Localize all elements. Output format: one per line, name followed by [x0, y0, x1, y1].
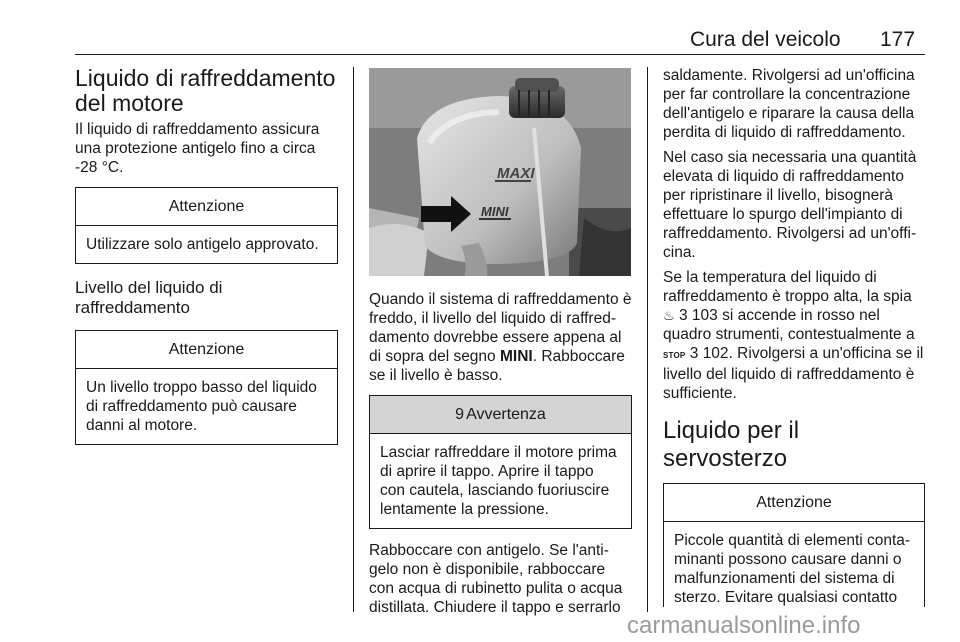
coolant-reservoir-photo — [369, 68, 631, 276]
middle-column — [369, 290, 632, 623]
notice-box-antifreeze — [75, 187, 338, 264]
notice-box-title: Attenzione — [76, 188, 337, 226]
notice-box-title: Attenzione — [664, 484, 924, 522]
stop-icon: STOP — [663, 351, 686, 360]
notice-box-text: Un livello troppo basso del liquido di raffreddamento può causare danni al motore. — [86, 379, 317, 434]
warning-box-text: Lasciar raffreddare il motore prima di aprire il tappo. Aprire il tappo con cautela, lasciando fuoriuscire lentamente la pressione. — [380, 444, 617, 518]
page-ref-arrow-icon: 3 — [678, 307, 688, 324]
bleeding-text: Nel caso sia necessaria una quantità elevata di liquido di raffreddamento per ripristinare il livello, bisognerà effettuare lo spurgo dell'impianto di raffreddamento. Rivolgersi ad un'offi-cina. — [663, 149, 917, 261]
page-number: 177 — [880, 28, 916, 51]
temperature-warning-text: Se la temperatura del liquido di raffreddamento è troppo alta, la spia ♨ 3 103 si accende in rosso nel quadro strumenti, contestualmente a STOP 3 102. Rivolgersi a un'officina se il livello del liquido di raffreddamento è sufficiente. — [663, 269, 924, 402]
header-title: Cura del veicolo — [690, 28, 841, 51]
warning-triangle-icon: 9 — [455, 406, 465, 423]
notice-box-text: Piccole quantità di elementi conta-minanti possono causare danni o malfunzionamenti del sistema di sterzo. Evitare qualsiasi contatto — [674, 532, 911, 606]
notice-box-low-level — [75, 330, 338, 445]
subsection-title-coolant-level: Livello del liquido di raffreddamento — [75, 278, 223, 317]
watermark: carmanualsonline.info — [627, 612, 861, 639]
column-divider-right — [647, 67, 648, 612]
header-rule — [75, 54, 925, 55]
min-mark-label: MINI — [481, 204, 509, 219]
notice-box-text: Utilizzare solo antigelo approvato. — [86, 236, 319, 253]
page-ref-link[interactable]: 102 — [702, 345, 729, 362]
section-title-power-steering: Liquido per il servosterzo — [663, 417, 800, 472]
warning-box-title: 9 Avvertenza — [370, 396, 631, 434]
section-title-coolant: Liquido di raffreddamento del motore — [75, 65, 336, 116]
notice-box-contaminants — [663, 483, 925, 607]
tighten-cap-text: saldamente. Rivolgersi ad un'officina per far controllare la concentrazione dell'antigelo e riparare la causa della perdita di liquido di raffreddamento. — [663, 67, 915, 141]
coolant-level-text: Quando il sistema di raffreddamento è freddo, il livello del liquido di raffred-damento dovrebbe essere appena al di sopra del segno MINI. Rabboccare se il livello è basso. — [369, 291, 632, 384]
mini-mark-term: MINI — [499, 348, 533, 365]
page-ref-arrow-icon: 3 — [689, 345, 699, 362]
coolant-temperature-icon: ♨ — [663, 308, 675, 323]
coolant-intro-text: Il liquido di raffreddamento assicura una protezione antigelo fino a circa -28 °C. — [75, 121, 320, 176]
max-mark-label: MAXI — [497, 165, 535, 182]
warning-box — [369, 395, 632, 529]
page-ref-link[interactable]: 103 — [691, 307, 718, 324]
right-column — [663, 66, 925, 619]
column-divider-left — [353, 67, 354, 612]
notice-box-title: Attenzione — [76, 331, 337, 369]
topup-text: Rabboccare con antigelo. Se l'anti-gelo non è disponibile, rabboccare con acqua di rubinetto pulita o acqua distillata. Chiudere il tappo e serrarlo — [369, 542, 623, 616]
left-column — [75, 66, 338, 457]
